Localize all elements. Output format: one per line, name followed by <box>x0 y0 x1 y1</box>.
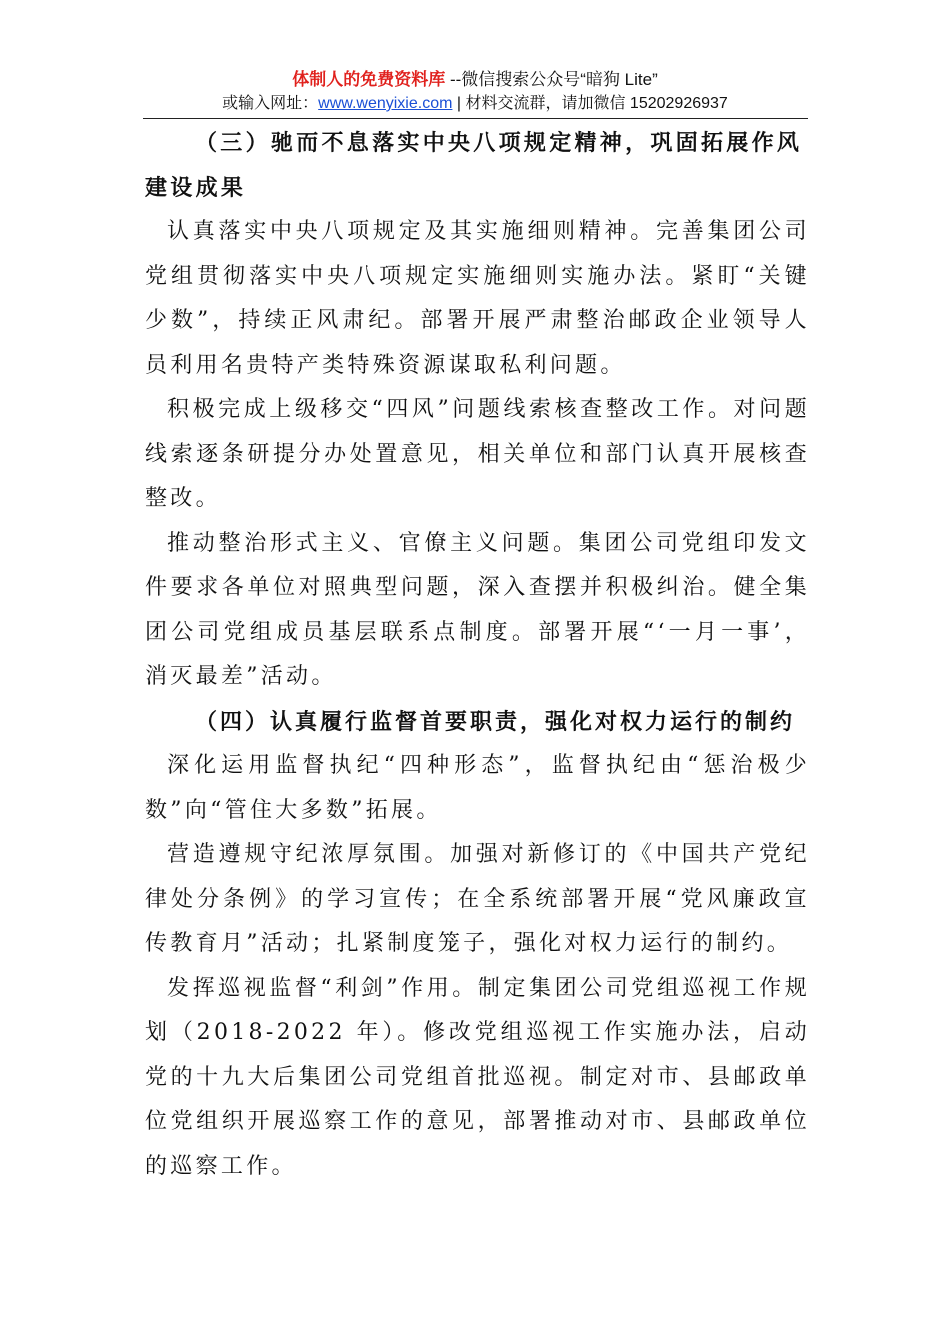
section4-paragraph-2: 营造遵规守纪浓厚氛围。加强对新修订的《中国共产党纪律处分条例》的学习宣传；在全系统部署开展“党风廉政宣传教育月”活动；扎紧制度笼子，强化对权力运行的制约。 <box>145 842 810 956</box>
header-divider <box>143 118 808 119</box>
header-url-prefix: 或输入网址： <box>222 95 319 112</box>
section4-paragraph-1: 深化运用监督执纪“四种形态”，监督执纪由“惩治极少数”向“管住大多数”拓展。 <box>145 753 810 823</box>
section3-paragraph-2: 积极完成上级移交“四风”问题线索核查整改工作。对问题线索逐条研提分办处置意见，相关单位和部门认真开展核查整改。 <box>145 397 810 511</box>
header-promo-line <box>0 68 950 92</box>
header-url-link[interactable]: www.wenyixie.com <box>318 95 453 112</box>
section-heading-3: （三）驰而不息落实中央八项规定精神，巩固拓展作风建设成果 <box>145 130 803 201</box>
document-body <box>145 121 810 1189</box>
header-wechat-contact: | 材料交流群，请加微信 15202926937 <box>452 95 728 112</box>
section-heading-4: （四）认真履行监督首要职责，强化对权力运行的制约 <box>195 708 796 735</box>
section4-paragraph-3: 发挥巡视监督“利剑”作用。制定集团公司党组巡视工作规划（2018-2022 年）。修改党组巡视工作实施办法，启动党的十九大后集团公司党组首批巡视。制定对市、县邮政单位党组织开展巡察工作的意见，部署推动对市、县邮政单位的巡察工作。 <box>145 975 810 1179</box>
section3-paragraph-1: 认真落实中央八项规定及其实施细则精神。完善集团公司党组贯彻落实中央八项规定实施细则实施办法。紧盯“关键少数”，持续正风肃纪。部署开展严肃整治邮政企业领导人员利用名贵特产类特殊资源谋取私利问题。 <box>145 219 810 378</box>
page-header <box>0 68 950 116</box>
section3-paragraph-3: 推动整治形式主义、官僚主义问题。集团公司党组印发文件要求各单位对照典型问题，深入查摆并积极纠治。健全集团公司党组成员基层联系点制度。部署开展“‘一月一事’，消灭最差”活动。 <box>145 530 810 689</box>
header-contact-line <box>0 92 950 116</box>
header-brand: 体制人的免费资料库 <box>292 70 446 89</box>
header-wechat-note: --微信搜索公众号“暗狗 Lite” <box>445 70 658 89</box>
